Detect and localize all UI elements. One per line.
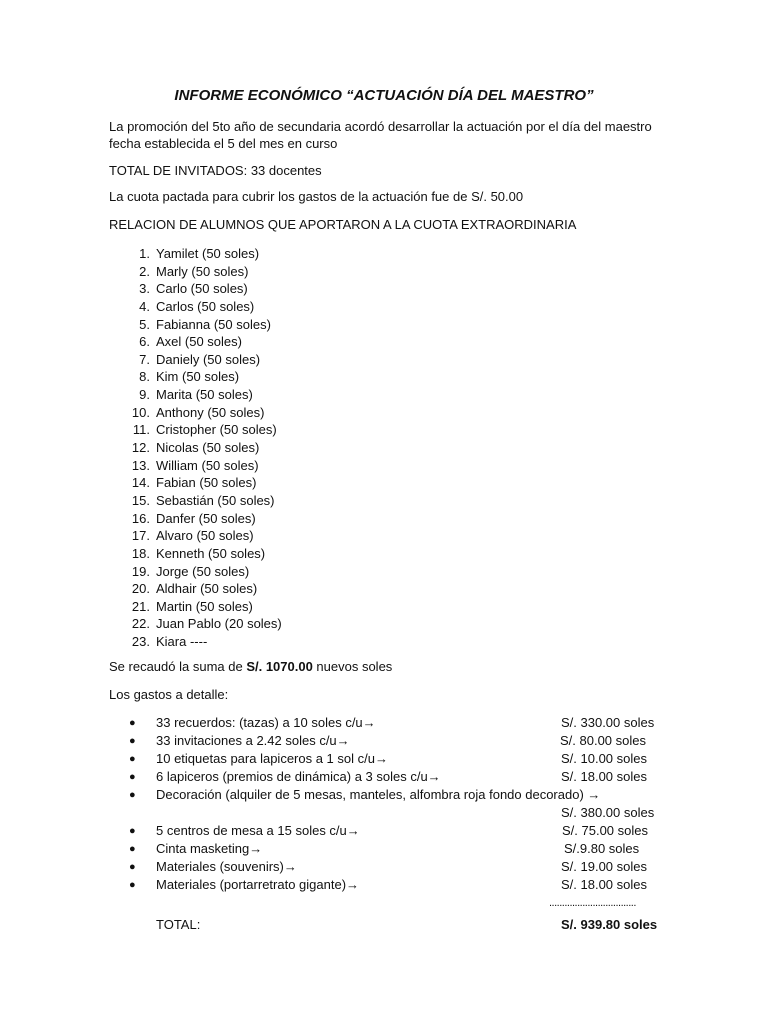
expense-description: 6 lapiceros (premios de dinámica) a 3 soles c/u→ — [156, 769, 441, 784]
expense-amount: S/. 18.00 soles — [561, 877, 647, 892]
expense-amount: S/. 80.00 soles — [560, 733, 646, 748]
expense-amount: S/. 19.00 soles — [561, 859, 647, 874]
list-item-number: 16. — [131, 510, 150, 526]
list-item-number: 14. — [131, 475, 150, 491]
bullet-icon: ● — [129, 735, 136, 747]
list-item-number: 15. — [131, 492, 150, 508]
expense-row — [109, 858, 669, 876]
list-item-name: Sebastián (50 soles) — [156, 492, 275, 508]
list-item-name: Alvaro (50 soles) — [156, 528, 254, 544]
list-item-name: Nicolas (50 soles) — [156, 440, 260, 456]
collected-suffix: nuevos soles — [312, 659, 393, 674]
list-item-number: 21. — [131, 598, 150, 614]
expense-description: Materiales (souvenirs)→ — [156, 859, 297, 874]
list-item-number: 2. — [139, 263, 150, 279]
bullet-icon: ● — [129, 879, 136, 891]
list-item-number: 10. — [131, 404, 150, 420]
expense-row — [109, 768, 669, 786]
bullet-icon: ● — [129, 843, 136, 855]
list-item-name: Daniely (50 soles) — [156, 351, 261, 367]
list-item-name: Danfer (50 soles) — [156, 510, 256, 526]
list-item-number: 1. — [139, 246, 150, 261]
list-item-name: Kenneth (50 soles) — [156, 545, 266, 561]
collected-total — [109, 658, 669, 675]
list-item-number: 5. — [139, 316, 150, 332]
total-value: S/. 939.80 soles — [561, 917, 658, 932]
expense-amount: S/. 75.00 soles — [562, 823, 648, 838]
expense-amount: S/. 10.00 soles — [561, 751, 647, 766]
list-item-name: Axel (50 soles) — [156, 334, 242, 350]
list-item-number: 9. — [139, 387, 150, 403]
list-item-name: Kim (50 soles) — [156, 369, 240, 385]
list-item-number: 20. — [131, 581, 150, 597]
expense-row — [109, 714, 669, 732]
list-item-name: Juan Pablo (20 soles) — [156, 616, 282, 632]
list-item-name: Martin (50 soles) — [156, 598, 253, 614]
expense-amount: S/. 330.00 soles — [561, 715, 655, 730]
dotted-separator: .................................. — [549, 897, 636, 909]
total-label: TOTAL: — [156, 917, 201, 932]
bullet-icon: ● — [129, 789, 136, 801]
total-guests: TOTAL DE INVITADOS: 33 docentes — [109, 163, 322, 178]
expense-row — [109, 786, 669, 822]
list-item-name: Marita (50 soles) — [156, 387, 253, 403]
list-item-name: Marly (50 soles) — [156, 263, 249, 279]
intro-paragraph: La promoción del 5to año de secundaria acordó desarrollar la actuación por el día del maestro fecha establecida el 5 del mes en curso — [109, 119, 652, 151]
list-item-name: Carlos (50 soles) — [156, 298, 255, 314]
list-item-name: Kiara ---- — [156, 634, 208, 650]
list-item-number: 4. — [139, 298, 150, 314]
list-item-number: 22. — [131, 616, 150, 632]
collected-prefix: Se recaudó la suma de — [109, 659, 247, 674]
list-item-name: Fabianna (50 soles) — [156, 316, 271, 332]
expense-amount: S/.9.80 soles — [564, 841, 640, 856]
expense-row — [109, 840, 669, 858]
list-item-number: 17. — [131, 528, 150, 544]
list-item-number: 19. — [131, 563, 150, 579]
list-item-number: 8. — [139, 369, 150, 385]
document-title: INFORME ECONÓMICO “ACTUACIÓN DÍA DEL MAESTRO” — [174, 87, 594, 104]
list-item-number: 12. — [131, 440, 150, 456]
list-item-number: 18. — [131, 545, 150, 561]
bullet-icon: ● — [129, 771, 136, 783]
expense-row — [109, 750, 669, 768]
list-item-name: Yamilet (50 soles) — [156, 246, 260, 261]
list-item-name: Anthony (50 soles) — [156, 404, 265, 420]
expense-amount: S/. 18.00 soles — [561, 769, 647, 784]
list-item-number: 13. — [131, 457, 150, 473]
expense-description: Materiales (portarretrato gigante)→ — [156, 877, 360, 892]
expense-row — [109, 876, 669, 894]
list-item-name: Aldhair (50 soles) — [156, 581, 258, 597]
expense-amount: S/. 380.00 soles — [561, 805, 655, 820]
list-item-name: Fabian (50 soles) — [156, 475, 257, 491]
expense-list — [109, 714, 669, 894]
list-item-number: 7. — [139, 351, 150, 367]
expense-description: 33 recuerdos: (tazas) a 10 soles c/u→ — [156, 715, 376, 730]
bullet-icon: ● — [129, 717, 136, 729]
bullet-icon: ● — [129, 825, 136, 837]
expense-description: 10 etiquetas para lapiceros a 1 sol c/u→ — [156, 751, 388, 766]
expense-description: 33 invitaciones a 2.42 soles c/u→ — [156, 733, 350, 748]
list-item-name: Cristopher (50 soles) — [156, 422, 277, 438]
quota-text: La cuota pactada para cubrir los gastos de la actuación fue de S/. 50.00 — [109, 189, 524, 204]
bullet-icon: ● — [129, 753, 136, 765]
bullet-icon: ● — [129, 861, 136, 873]
list-item-number: 3. — [139, 281, 150, 297]
expense-row — [109, 822, 669, 840]
collected-amount: S/. 1070.00 — [246, 659, 313, 674]
expense-description: Cinta masketing→ — [156, 841, 263, 856]
list-item-name: Carlo (50 soles) — [156, 281, 248, 297]
list-item-name: Jorge (50 soles) — [156, 563, 250, 579]
list-item-name: William (50 soles) — [156, 457, 259, 473]
expense-row — [109, 732, 669, 750]
list-item-number: 11. — [132, 422, 150, 438]
list-item-number: 23. — [131, 634, 150, 650]
expense-description: Decoración (alquiler de 5 mesas, manteles, alfombra roja fondo decorado) → — [156, 787, 601, 802]
expenses-heading: Los gastos a detalle: — [109, 687, 229, 702]
list-item-number: 6. — [139, 334, 150, 350]
expense-description: 5 centros de mesa a 15 soles c/u→ — [156, 823, 360, 838]
student-list-heading: RELACION DE ALUMNOS QUE APORTARON A LA CUOTA EXTRAORDINARIA — [109, 217, 577, 232]
